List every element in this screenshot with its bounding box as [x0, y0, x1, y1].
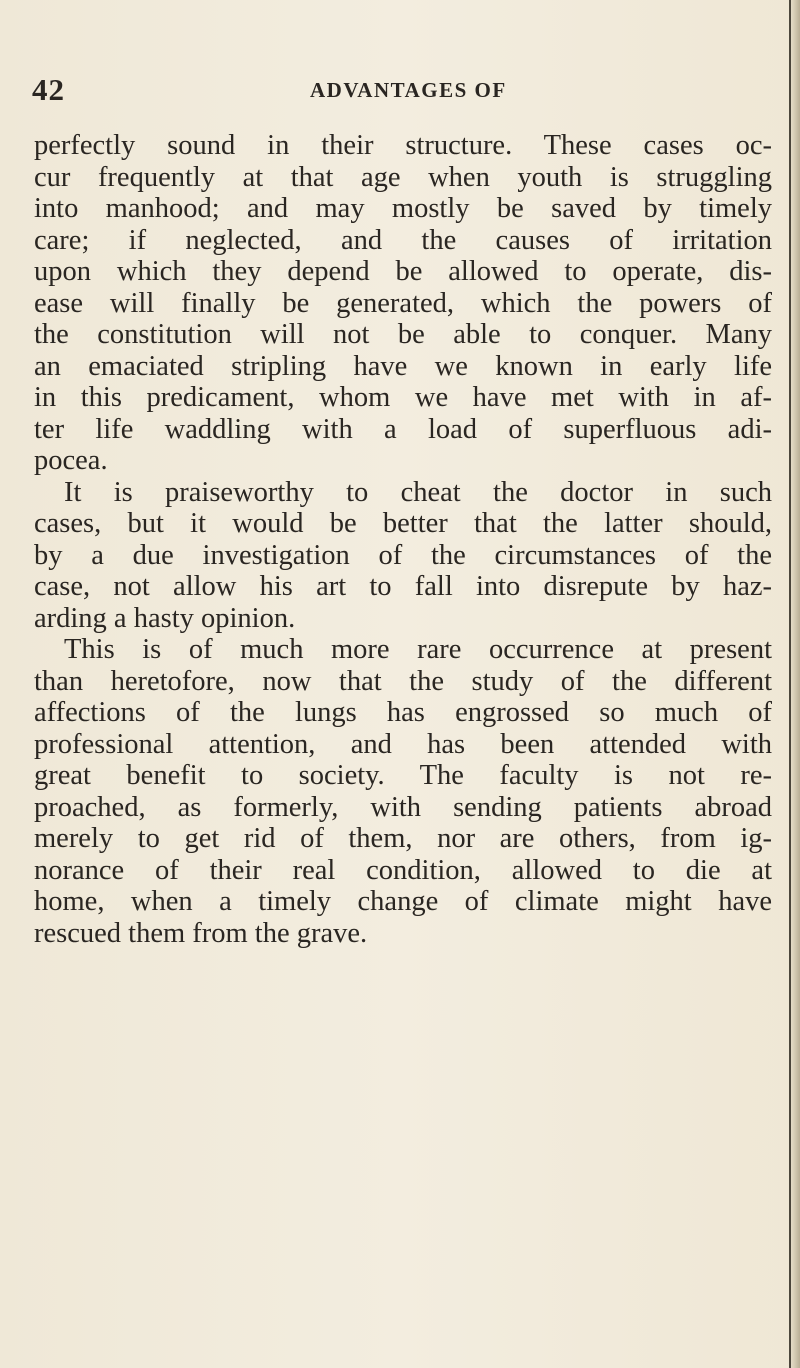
text-line: merely to get rid of them, nor are others, from ig- — [34, 823, 772, 854]
text-line: norance of their real condition, allowed to die at — [34, 854, 772, 886]
text-line: arding a hasty opinion. — [34, 602, 296, 634]
page-edge — [790, 0, 800, 1368]
text-line: ter life waddling with a load of superfluous adi- — [34, 413, 772, 445]
text-line: than heretofore, now that the study of the different — [34, 665, 772, 697]
text-line: proached, as formerly, with sending patients abroad — [34, 791, 772, 823]
text-line: cur frequently at that age when youth is struggling — [34, 161, 772, 193]
text-line: pocea. — [34, 445, 108, 476]
text-line: care; if neglected, and the causes of irritation — [34, 224, 772, 256]
text-line: perfectly sound in their structure. These cases oc- — [34, 130, 772, 161]
text-line: great benefit to society. The faculty is not re- — [34, 760, 772, 791]
running-head: ADVANTAGES OF — [310, 78, 507, 102]
text-line: It is praiseworthy to cheat the doctor in such — [64, 476, 772, 508]
text-line: upon which they depend be allowed to operate, dis- — [34, 256, 772, 287]
page-edge-line — [789, 0, 791, 1368]
text-line: This is of much more rare occurrence at present — [64, 634, 772, 665]
text-line: by a due investigation of the circumstances of the — [34, 539, 772, 571]
text-line: case, not allow his art to fall into disrepute by haz- — [34, 571, 772, 602]
text-line: into manhood; and may mostly be saved by timely — [34, 193, 772, 224]
text-line: in this predicament, whom we have met with in af- — [34, 382, 772, 413]
body-text — [34, 130, 772, 949]
page-number: 42 — [32, 72, 65, 107]
text-line: rescued them from the grave. — [34, 917, 368, 949]
text-line: home, when a timely change of climate might have — [34, 886, 772, 917]
page-header — [32, 72, 772, 108]
text-line: the constitution will not be able to conquer. Many — [34, 319, 772, 350]
text-line: an emaciated stripling have we known in early life — [34, 350, 772, 382]
text-line: professional attention, and has been attended with — [34, 728, 772, 760]
text-line: ease will finally be generated, which the powers of — [34, 287, 772, 319]
text-line: affections of the lungs has engrossed so much of — [34, 697, 772, 728]
text-line: cases, but it would be better that the latter should, — [34, 508, 772, 539]
